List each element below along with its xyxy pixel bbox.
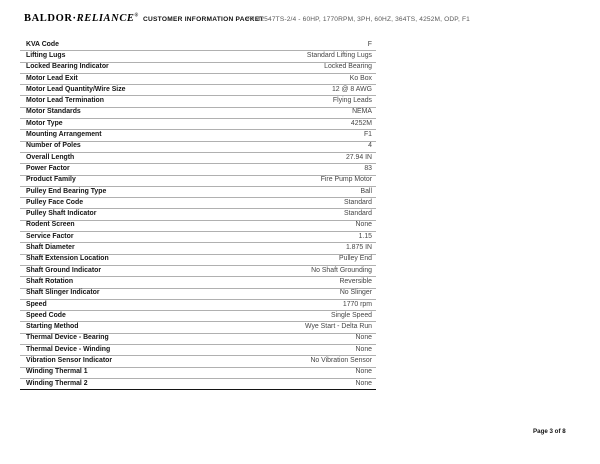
logo-brand-left: BALDOR bbox=[24, 13, 73, 24]
spec-value: 83 bbox=[364, 164, 372, 172]
spec-value: 1.875 IN bbox=[345, 244, 372, 252]
spec-value: Reversible bbox=[339, 277, 372, 285]
spec-value: 1770 rpm bbox=[342, 300, 372, 308]
table-row bbox=[20, 243, 376, 254]
spec-value: Standard bbox=[344, 210, 372, 218]
spec-value: F bbox=[367, 40, 372, 48]
table-row bbox=[20, 153, 376, 164]
table-row bbox=[20, 176, 376, 187]
spec-label: Motor Lead Exit bbox=[26, 74, 78, 82]
table-row bbox=[20, 322, 376, 333]
spec-value: None bbox=[355, 368, 372, 376]
table-row bbox=[20, 289, 376, 300]
table-row bbox=[20, 232, 376, 243]
spec-label: Shaft Rotation bbox=[26, 277, 74, 285]
spec-value: Standard Lifting Lugs bbox=[306, 51, 372, 59]
spec-value: 1.15 bbox=[358, 232, 372, 240]
table-row bbox=[20, 311, 376, 322]
table-row bbox=[20, 356, 376, 367]
product-spec-string: FPM2547TS-2/4 - 60HP, 1770RPM, 3PH, 60HZ, 364TS, 4252M, ODP, F1 bbox=[246, 16, 470, 23]
spec-value: No Slinger bbox=[339, 289, 372, 297]
document-header bbox=[0, 0, 600, 32]
table-row bbox=[20, 221, 376, 232]
spec-value: Single Speed bbox=[331, 311, 372, 319]
table-row bbox=[20, 266, 376, 277]
logo-separator: · bbox=[72, 13, 77, 24]
table-row bbox=[20, 51, 376, 62]
spec-value: Standard bbox=[344, 198, 372, 206]
table-row bbox=[20, 40, 376, 51]
spec-label: Rodent Screen bbox=[26, 221, 75, 229]
registered-trademark-symbol: ® bbox=[134, 13, 139, 19]
spec-value: None bbox=[355, 221, 372, 229]
spec-label: Winding Thermal 1 bbox=[26, 368, 88, 376]
spec-label: Mounting Arrangement bbox=[26, 131, 102, 139]
spec-label: Lifting Lugs bbox=[26, 51, 66, 59]
table-row bbox=[20, 142, 376, 153]
spec-label: Thermal Device - Bearing bbox=[26, 334, 109, 342]
spec-label: Shaft Slinger Indicator bbox=[26, 289, 100, 297]
spec-label: Vibration Sensor Indicator bbox=[26, 357, 113, 364]
spec-value: 4 bbox=[368, 142, 372, 150]
table-row bbox=[20, 85, 376, 96]
spec-value: No Shaft Grounding bbox=[311, 266, 372, 274]
spec-label: Speed bbox=[26, 300, 47, 308]
spec-value: 12 @ 8 AWG bbox=[331, 85, 372, 93]
spec-label: Motor Type bbox=[26, 119, 63, 127]
table-row bbox=[20, 368, 376, 379]
table-row bbox=[20, 198, 376, 209]
table-row bbox=[20, 379, 376, 390]
table-row bbox=[20, 334, 376, 345]
spec-value: 4252M bbox=[350, 119, 372, 127]
table-row bbox=[20, 300, 376, 311]
spec-label: Locked Bearing Indicator bbox=[26, 63, 109, 71]
table-row bbox=[20, 255, 376, 266]
spec-value: Flying Leads bbox=[332, 97, 372, 105]
spec-label: Product Family bbox=[26, 176, 76, 184]
table-row bbox=[20, 345, 376, 356]
spec-value: None bbox=[355, 379, 372, 387]
spec-label: Power Factor bbox=[26, 164, 70, 172]
spec-value: NEMA bbox=[352, 108, 372, 116]
table-row bbox=[20, 187, 376, 198]
packet-title: CUSTOMER INFORMATION PACKET bbox=[143, 16, 264, 23]
spec-label: Thermal Device - Winding bbox=[26, 345, 111, 353]
spec-value: No Vibration Sensor bbox=[310, 357, 372, 364]
table-row bbox=[20, 164, 376, 175]
spec-label: Speed Code bbox=[26, 311, 66, 319]
spec-label: Motor Lead Termination bbox=[26, 97, 104, 105]
spec-value: Locked Bearing bbox=[324, 63, 372, 71]
logo-brand-right: RELIANCE bbox=[76, 13, 135, 24]
table-row bbox=[20, 209, 376, 220]
table-row bbox=[20, 119, 376, 130]
page-indicator: Page 3 of 8 bbox=[533, 428, 566, 435]
spec-value: Fire Pump Motor bbox=[320, 176, 372, 184]
spec-value: None bbox=[355, 334, 372, 342]
table-row bbox=[20, 108, 376, 119]
spec-label: Service Factor bbox=[26, 232, 74, 240]
spec-value: None bbox=[355, 345, 372, 353]
table-row bbox=[20, 277, 376, 288]
table-row bbox=[20, 130, 376, 141]
spec-label: Motor Lead Quantity/Wire Size bbox=[26, 85, 126, 93]
spec-label: Winding Thermal 2 bbox=[26, 379, 88, 387]
baldor-reliance-logo bbox=[24, 13, 138, 24]
table-row bbox=[20, 74, 376, 85]
table-row bbox=[20, 96, 376, 107]
spec-label: Shaft Ground Indicator bbox=[26, 266, 102, 274]
spec-value: Pulley End bbox=[339, 255, 372, 263]
spec-value: F1 bbox=[363, 131, 372, 139]
spec-label: KVA Code bbox=[26, 40, 59, 48]
spec-label: Shaft Diameter bbox=[26, 244, 75, 252]
spec-label: Pulley Face Code bbox=[26, 198, 84, 206]
spec-label: Starting Method bbox=[26, 323, 79, 331]
spec-value: 27.94 IN bbox=[345, 153, 372, 161]
spec-label: Motor Standards bbox=[26, 108, 81, 116]
spec-label: Pulley End Bearing Type bbox=[26, 187, 107, 195]
spec-label: Shaft Extension Location bbox=[26, 255, 109, 263]
spec-value: Wye Start - Delta Run bbox=[305, 323, 372, 331]
spec-table bbox=[20, 40, 376, 390]
spec-value: Ball bbox=[360, 187, 372, 195]
table-row bbox=[20, 63, 376, 74]
spec-label: Overall Length bbox=[26, 153, 75, 161]
spec-label: Pulley Shaft Indicator bbox=[26, 210, 97, 218]
spec-value: Ko Box bbox=[349, 74, 372, 82]
spec-label: Number of Poles bbox=[26, 142, 81, 150]
